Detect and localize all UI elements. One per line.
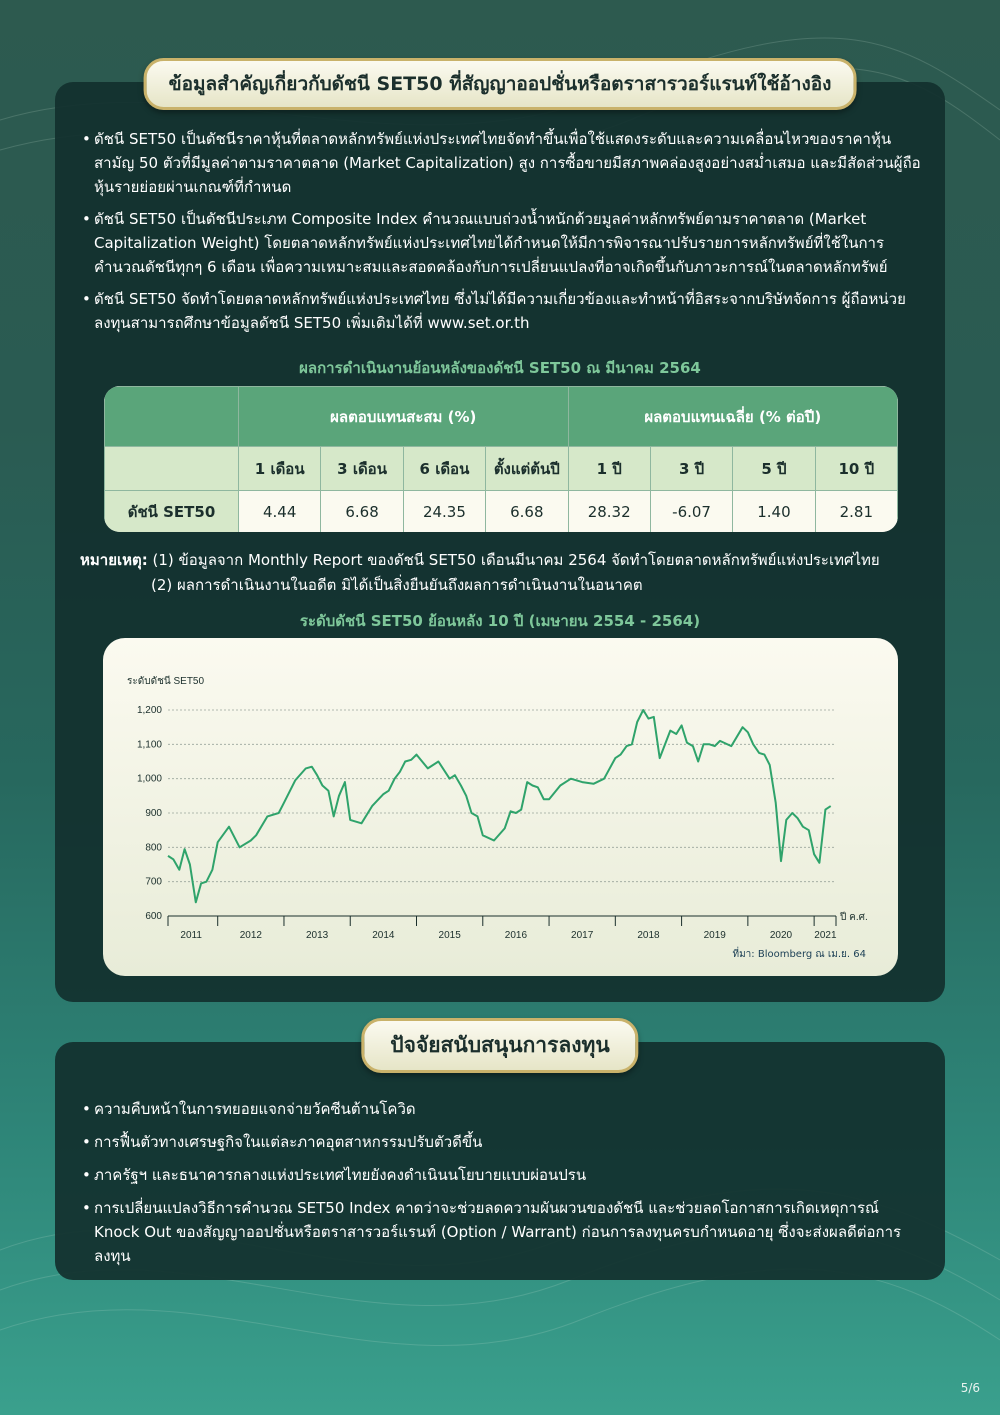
y-tick-label: 1,200: [136, 705, 162, 716]
header-average-return: ผลตอบแทนเฉลี่ย (% ต่อปี): [568, 387, 898, 447]
x-tick-label: 2015: [438, 930, 461, 941]
bullet-item: • ดัชนี SET50 จัดทำโดยตลาดหลักทรัพย์แห่งประเทศไทย ซึ่งไม่ได้มีความเกี่ยวข้องและทำหน้าที่อิสระจากบริษัทจัดการ ผู้ถือหน่วยลงทุนสามารถศึกษาข้อมูลดัชนี SET50 เพิ่มเติมได้ที่ www.set.or.th: [82, 287, 927, 335]
x-tick-label: 2013: [305, 930, 329, 941]
bullet-item: • ดัชนี SET50 เป็นดัชนีราคาหุ้นที่ตลาดหลักทรัพย์แห่งประเทศไทยจัดทำขึ้นเพื่อใช้แสดงระดับและความเคลื่อนไหวของราคาหุ้นสามัญ 50 ตัวที่มีมูลค่าตามราคาตลาด (Market Capitalization) สูง การซื้อขายมีสภาพคล่องสูงอย่างสม่ำเสมอ และมีสัดส่วนผู้ถือหุ้นรายย่อยผ่านเกณฑ์ที่กำหนด: [82, 127, 927, 199]
page-number: 5/6: [960, 1381, 980, 1395]
column-header: 3 ปี: [650, 447, 732, 491]
bullet-item: • การฟื้นตัวทางเศรษฐกิจในแต่ละภาคอุตสาหกรรมปรับตัวดีขึ้น: [82, 1130, 927, 1154]
row-label: ดัชนี SET50: [105, 491, 239, 533]
y-tick-label: 600: [145, 911, 162, 922]
notes-label: หมายเหตุ:: [80, 551, 148, 569]
x-tick-label: 2018: [637, 930, 660, 941]
table-notes: [80, 548, 940, 598]
table-row: [105, 491, 898, 533]
investment-factors-bullets: [82, 1097, 927, 1277]
column-header: 1 เดือน: [239, 447, 321, 491]
chart-svg: [103, 638, 898, 976]
table-cell: 6.68: [321, 491, 403, 533]
y-tick-label: 1,100: [136, 739, 162, 751]
x-tick-label: 2014: [372, 930, 395, 941]
set50-chart: [103, 638, 898, 976]
column-header: 5 ปี: [733, 447, 815, 491]
y-tick-label: 800: [145, 842, 162, 854]
bullet-item: • การเปลี่ยนแปลงวิธีการคำนวณ SET50 Index คาดว่าจะช่วยลดความผันผวนของดัชนี และช่วยลดโอกาสการเกิดเหตุการณ์ Knock Out ของสัญญาออปชั่นหรือตราสารวอร์แรนท์ (Option / Warrant) ก่อนการลงทุนครบกำหนดอายุ ซึ่งจะส่งผลดีต่อการลงทุน: [82, 1196, 927, 1268]
column-header: 6 เดือน: [403, 447, 485, 491]
table-cell: 2.81: [815, 491, 897, 533]
table-cell: 28.32: [568, 491, 650, 533]
x-tick-label: 2016: [504, 930, 528, 941]
bullet-item: • ภาครัฐฯ และธนาคารกลางแห่งประเทศไทยยังคงดำเนินนโยบายแบบผ่อนปรน: [82, 1163, 927, 1187]
y-tick-label: 1,000: [136, 773, 162, 785]
bullet-item: • ความคืบหน้าในการทยอยแจกจ่ายวัคซีนต้านโควิด: [82, 1097, 927, 1121]
table-corner-cell: [105, 387, 239, 447]
performance-table-title: ผลการดำเนินงานย้อนหลังของดัชนี SET50 ณ มีนาคม 2564: [299, 359, 701, 377]
y-tick-label: 900: [145, 808, 162, 819]
section-title-set50-info: ข้อมูลสำคัญเกี่ยวกับดัชนี SET50 ที่สัญญาออปชั่นหรือตราสารวอร์แรนท์ใช้อ้างอิง: [144, 58, 857, 110]
table-cell: 24.35: [403, 491, 485, 533]
x-tick-label: 2019: [703, 930, 726, 941]
set50-info-bullets: [82, 127, 927, 343]
column-header: 1 ปี: [568, 447, 650, 491]
x-tick-label: 2017: [571, 930, 594, 941]
header-cumulative-return: ผลตอบแทนสะสม (%): [239, 387, 569, 447]
y-axis-label: ระดับดัชนี SET50: [127, 676, 205, 687]
y-tick-label: 700: [145, 876, 162, 888]
note-line-2: (2) ผลการดำเนินงานในอดีต มิได้เป็นสิ่งยืนยันถึงผลการดำเนินงานในอนาคต: [151, 576, 643, 594]
x-tick-label: 2021: [814, 930, 837, 941]
x-axis-label: ปี ค.ศ.: [840, 912, 868, 923]
x-tick-label: 2011: [180, 930, 202, 941]
x-tick-label: 2012: [239, 930, 262, 941]
performance-table: [104, 386, 898, 532]
series-line-set50: [168, 710, 831, 902]
x-tick-label: 2020: [769, 930, 793, 941]
column-header: 10 ปี: [815, 447, 897, 491]
table-cell: 6.68: [486, 491, 568, 533]
chart-source: ที่มา: Bloomberg ณ เม.ย. 64: [732, 949, 866, 960]
column-header: ตั้งแต่ต้นปี: [486, 447, 568, 491]
column-header: 3 เดือน: [321, 447, 403, 491]
chart-title: ระดับดัชนี SET50 ย้อนหลัง 10 ปี (เมษายน 2554 - 2564): [299, 612, 701, 630]
table-cell: 1.40: [733, 491, 815, 533]
bullet-item: • ดัชนี SET50 เป็นดัชนีประเภท Composite Index คำนวณแบบถ่วงน้ำหนักด้วยมูลค่าหลักทรัพย์ตามราคาตลาด (Market Capitalization Weight) โดยตลาดหลักทรัพย์แห่งประเทศไทยได้กำหนดให้มีการพิจารณาปรับรายการหลักทรัพย์ที่ใช้ในการคำนวณดัชนีทุกๆ 6 เดือน เพื่อความเหมาะสมและสอดคล้องกับการเปลี่ยนแปลงที่อาจเกิดขึ้นกับภาวะการณ์ในตลาดหลักทรัพย์: [82, 207, 927, 279]
table-corner-cell: [105, 447, 239, 491]
table-cell: -6.07: [650, 491, 732, 533]
table-cell: 4.44: [239, 491, 321, 533]
note-line-1: (1) ข้อมูลจาก Monthly Report ของดัชนี SET50 เดือนมีนาคม 2564 จัดทำโดยตลาดหลักทรัพย์แห่งประเทศไทย: [152, 551, 880, 569]
section-title-investment-factors: ปัจจัยสนับสนุนการลงทุน: [361, 1018, 638, 1073]
